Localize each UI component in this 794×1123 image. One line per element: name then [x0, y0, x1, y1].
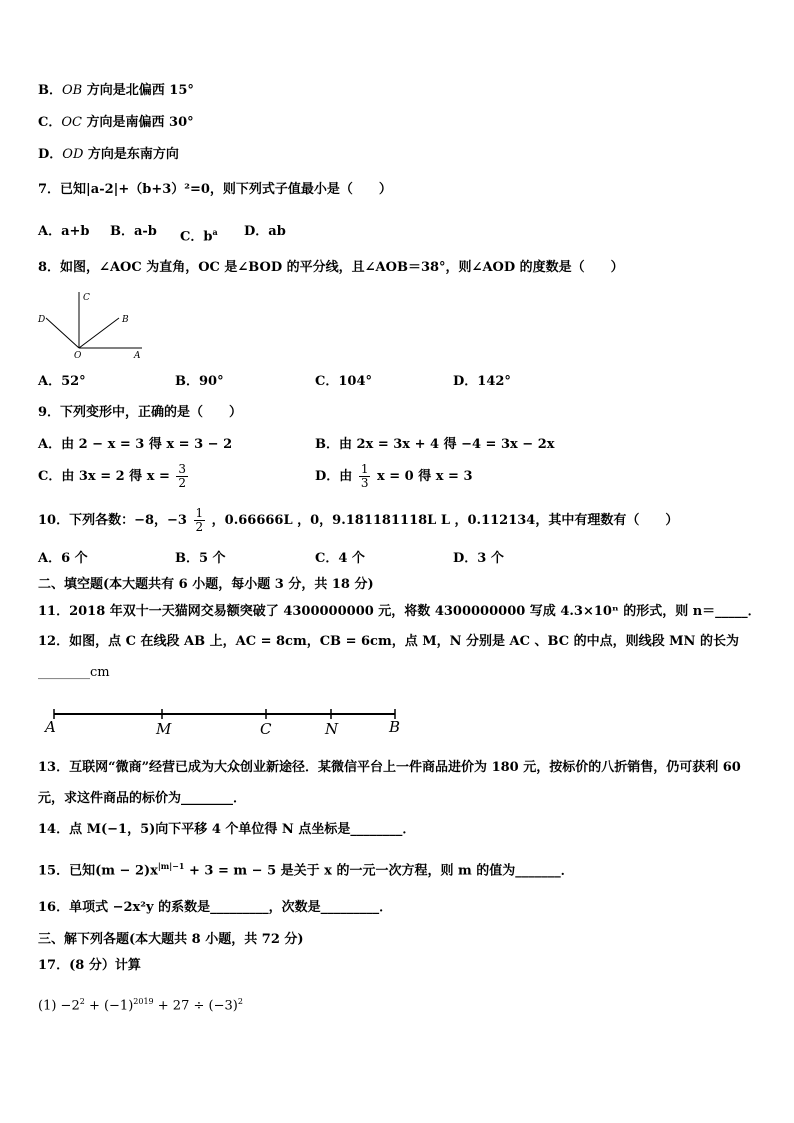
q6-option-b: B．OB 方向是北偏西 15° [38, 83, 194, 98]
q8-option-d: D．142° [453, 374, 511, 389]
fig-label-b: B [122, 315, 129, 325]
q7-option-a: A．a+b [38, 224, 90, 239]
fig-label-d: D [38, 315, 46, 325]
q12-line2: ________cm [38, 665, 110, 680]
q10-option-d: D．3 个 [453, 551, 504, 566]
q9-option-d: D．由 $\frac{1}{3}$ x = 0 得 x = 3 [315, 462, 473, 490]
q10-option-c: C．4 个 [315, 551, 365, 566]
fig-label-a: A [134, 351, 141, 360]
q8-option-a: A．52° [38, 374, 86, 389]
q7-option-b: B．a-b [110, 224, 157, 239]
q9-option-c: C．由 3x = 2 得 x = $\frac{3}{2}$ [38, 462, 187, 490]
q9d-fraction: $\frac{1}{3}$ [360, 462, 369, 490]
q6-option-c: C．OC 方向是南偏西 30° [38, 115, 194, 130]
q9-option-a: A．由 2 − x = 3 得 x = 3 − 2 [38, 437, 233, 452]
q13-line2: 元，求这件商品的标价为________． [38, 791, 247, 806]
q14: 14．点 M(−1，5)向下平移 4 个单位得 N 点坐标是________． [38, 822, 416, 837]
fig-label-o: O [74, 351, 82, 360]
q9-stem: 9．下列变形中，正确的是（ ） [38, 405, 243, 420]
q6-option-d: D．OD 方向是东南方向 [38, 147, 179, 162]
seg-label-b: B [389, 718, 401, 736]
q13-line1: 13．互联网“微商”经营已成为大众创业新途径．某微信平台上一件商品进价为 180 元，按标价的八折销售，仍可获利 60 [38, 760, 741, 775]
q8-option-b: B．90° [175, 374, 224, 389]
q10-fraction: $\frac{1}{2}$ [195, 506, 204, 534]
q8-stem: 8．如图，∠AOC 为直角，OC 是∠BOD 的平分线，且∠AOB＝38°，则∠AOD 的度数是（ ） [38, 260, 624, 275]
seg-label-a: A [45, 718, 56, 736]
q15: 15．已知$(m - 2)x^{|m|-1} + 3 = m - 5$ 是关于 x 的一元一次方程，则 m 的值为_______． [38, 861, 574, 879]
section-2-heading: 二、填空题(本大题共有 6 小题，每小题 3 分，共 18 分) [38, 577, 374, 592]
q12-segment-figure [40, 700, 410, 740]
seg-label-n: N [325, 720, 339, 738]
q9c-fraction: $\frac{3}{2}$ [178, 462, 187, 490]
q10-option-a: A．6 个 [38, 551, 88, 566]
q10-option-b: B．5 个 [175, 551, 226, 566]
seg-label-c: C [260, 720, 272, 738]
q7-option-c: C．$b^a$ [180, 227, 218, 245]
q9-option-b: B．由 2x = 3x + 4 得 −4 = 3x − 2x [315, 437, 555, 452]
q10-stem: 10．下列各数：−8，−3 $\frac{1}{2}$ ，0.66666L ，0，9.181181118L L ，0.112134，其中有理数有（ ） [38, 506, 679, 534]
q11: 11．2018 年双十一天猫网交易额突破了 4300000000 元，将数 4300000000 写成 4.3×10ⁿ 的形式，则 n＝_____． [38, 604, 761, 619]
q7-option-d: D．ab [244, 224, 286, 239]
q7-stem: 7．已知|a-2|+（b+3）²=0，则下列式子值最小是（ ） [38, 182, 392, 197]
fig-label-c: C [83, 293, 90, 303]
section-3-heading: 三、解下列各题(本大题共 8 小题，共 72 分) [38, 932, 304, 947]
seg-label-m: M [156, 720, 172, 738]
q17-part1: $(1) -2^2 + (-1)^{2019} + 27 \div (-3)^2$ [38, 997, 243, 1014]
q12-line1: 12．如图，点 C 在线段 AB 上，AC = 8cm，CB = 6cm，点 M，N 分别是 AC 、BC 的中点，则线段 MN 的长为 [38, 634, 739, 649]
q8-option-c: C．104° [315, 374, 372, 389]
q8-angle-figure [34, 288, 150, 360]
q16: 16．单项式 −2x²y 的系数是_________，次数是_________． [38, 900, 393, 915]
q17-stem: 17．(8 分）计算 [38, 958, 141, 973]
